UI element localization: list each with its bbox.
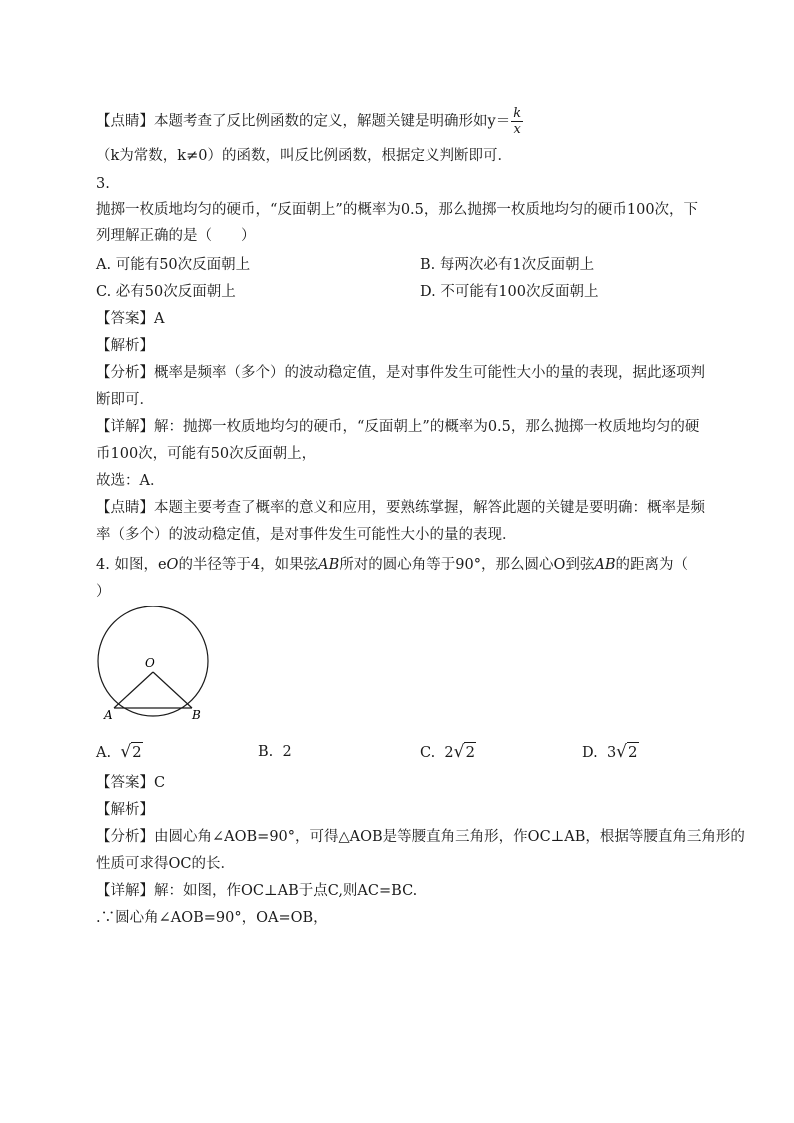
- radicand: 2: [465, 743, 476, 761]
- chord-ab: AB: [318, 557, 340, 573]
- q4-answer: [96, 773, 165, 793]
- radius-ob: [153, 672, 192, 708]
- fenxi-tag: 【分析】: [96, 829, 154, 845]
- fraction-numerator: k: [513, 106, 522, 121]
- q3-option-d: D. 不可能有100次反面朝上: [420, 284, 599, 300]
- q3-xiangjie-line1: [96, 417, 699, 437]
- answer-value: C: [154, 775, 166, 791]
- xiangjie-tag: 【详解】: [96, 883, 154, 899]
- note1-text: 本题考查了反比例函数的定义，解题关键是明确形如y＝: [154, 113, 511, 130]
- circle-figure: [96, 606, 216, 730]
- q3-number: 3.: [96, 176, 110, 192]
- q4-stem-line2: ）: [96, 584, 111, 600]
- q4-stem-b: 的半径等于4，如果弦: [178, 557, 319, 573]
- sqrt-expression: √2: [453, 742, 476, 762]
- xiangjie-tag: 【详解】: [96, 419, 154, 435]
- label-b: B: [192, 708, 201, 722]
- label-o: O: [145, 656, 155, 670]
- dianjing-text: 本题主要考查了概率的意义和应用，要熟练掌握，解答此题的关键是要明确：概率是频: [154, 500, 705, 516]
- chord-ab: AB: [594, 557, 616, 573]
- fraction-denominator: x: [513, 122, 521, 137]
- q3-fenxi-line1: [96, 363, 705, 383]
- q3-dianjing-line2: 率（多个）的波动稳定值，是对事件发生可能性大小的量的表现．: [96, 527, 517, 543]
- q3-option-b: B. 每两次必有1次反面朝上: [420, 257, 595, 273]
- q4-stem-d: 的距离为（: [615, 557, 689, 573]
- radicand: 2: [132, 743, 142, 761]
- option-coef: 3: [606, 745, 617, 761]
- answer-tag: 【答案】: [96, 775, 154, 791]
- option-letter: C.: [420, 745, 436, 761]
- q4-stem-a: 4. 如图，: [96, 557, 158, 573]
- fraction-k-over-x: [511, 106, 523, 137]
- analysis-tag: 【解析】: [96, 338, 154, 354]
- option-letter: B.: [258, 744, 274, 760]
- q3-stem-line2: 列理解正确的是（ ）: [96, 228, 256, 244]
- q4-fenxi-line1: [96, 827, 745, 847]
- q3-option-a: A. 可能有50次反面朝上: [96, 257, 251, 273]
- note1-line1: [96, 106, 523, 137]
- q4-option-b: [258, 742, 292, 762]
- q4-fenxi-line2: 性质可求得OC的长．: [96, 856, 235, 872]
- q4-analysis-heading: [96, 800, 154, 820]
- answer-value: A: [154, 311, 165, 327]
- q3-stem-line1: 抛掷一枚质地均匀的硬币，“反面朝上”的概率为0.5，那么抛掷一枚质地均匀的硬币100次，下: [96, 202, 699, 218]
- dianjing-tag: 【点睛】: [96, 113, 154, 130]
- option-letter: D.: [582, 745, 598, 761]
- q3-fenxi-line2: 断即可．: [96, 392, 154, 408]
- q4-stem-line1: [96, 555, 688, 575]
- q3-option-c: C. 必有50次反面朝上: [96, 284, 236, 300]
- q4-option-a: [96, 742, 143, 763]
- q3-answer: [96, 309, 164, 329]
- q3-analysis-heading: [96, 336, 154, 356]
- fenxi-text: 由圆心角∠AOB=90°，可得△AOB是等腰直角三角形，作OC⊥AB，根据等腰直角三角形的: [154, 829, 745, 845]
- option-value: 2: [282, 744, 292, 760]
- q4-xiangjie-line2: .∵圆心角∠AOB=90°，OA=OB，: [96, 910, 328, 926]
- q3-xiangjie-line2: 币100次，可能有50次反面朝上，: [96, 446, 317, 462]
- label-a: A: [104, 708, 113, 722]
- q4-stem-c: 所对的圆心角等于90°，那么圆心O到弦: [339, 557, 595, 573]
- q3-dianjing-line1: [96, 498, 705, 518]
- dianjing-tag: 【点睛】: [96, 500, 154, 516]
- fenxi-tag: 【分析】: [96, 365, 154, 381]
- point-o: O: [166, 557, 179, 573]
- radicand: 2: [628, 743, 638, 761]
- q4-xiangjie-line1: [96, 881, 417, 901]
- circle-symbol: e: [157, 557, 167, 573]
- analysis-tag: 【解析】: [96, 802, 154, 818]
- note1-line2: （k为常数，k≠0）的函数，叫反比例函数，根据定义判断即可．: [96, 148, 512, 164]
- radius-oa: [114, 672, 153, 708]
- sqrt-expression: √2: [616, 742, 638, 762]
- q3-choose: 故选：A．: [96, 473, 165, 489]
- option-coef: 2: [444, 745, 454, 761]
- xiangjie-text: 解：抛掷一枚质地均匀的硬币，“反面朝上”的概率为0.5，那么抛掷一枚质地均匀的硬: [154, 419, 700, 435]
- q4-option-c: [420, 742, 476, 763]
- option-letter: A.: [96, 745, 112, 761]
- q4-option-d: [582, 742, 639, 763]
- answer-tag: 【答案】: [96, 311, 154, 327]
- fenxi-text: 概率是频率（多个）的波动稳定值，是对事件发生可能性大小的量的表现，据此逐项判: [154, 365, 705, 381]
- xiangjie-text: 解：如图，作OC⊥AB于点C,则AC=BC.: [154, 883, 418, 899]
- sqrt-expression: √2: [120, 742, 142, 762]
